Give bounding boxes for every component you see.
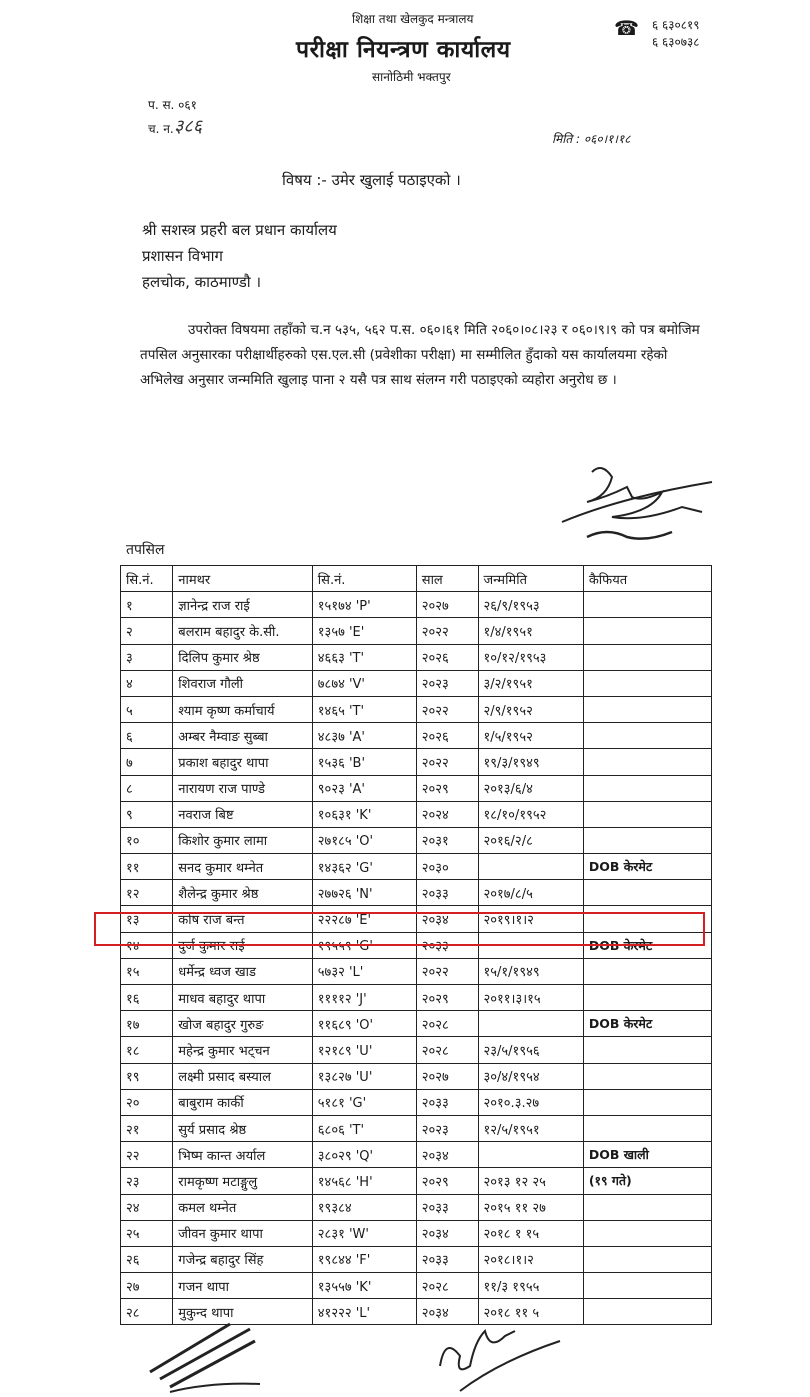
cell-serial: ४ bbox=[121, 670, 173, 696]
cell-symbol: १३५७ 'E' bbox=[312, 618, 416, 644]
table-row bbox=[121, 827, 712, 853]
addressee-line-3: हलचोक, काठमाण्डौ । bbox=[142, 273, 262, 291]
cell-remarks bbox=[583, 985, 711, 1011]
cell-dob: २०१०.३.२७ bbox=[478, 1089, 583, 1115]
patra-sankhya: प. स. ०६१ bbox=[148, 98, 197, 112]
col-header-year: साल bbox=[416, 566, 478, 592]
table-row bbox=[121, 775, 712, 801]
cell-remarks bbox=[583, 618, 711, 644]
cell-symbol: ५७३२ 'L' bbox=[312, 958, 416, 984]
col-header-dob: जन्ममिति bbox=[478, 566, 583, 592]
cell-dob: २०१६/२/८ bbox=[478, 827, 583, 853]
col-header-remarks: कैफियत bbox=[583, 566, 711, 592]
cell-serial: २ bbox=[121, 618, 173, 644]
cell-remarks bbox=[583, 1299, 711, 1325]
cell-symbol: ४१२२२ 'L' bbox=[312, 1299, 416, 1325]
cell-dob: २०१७/८/५ bbox=[478, 880, 583, 906]
table-row bbox=[121, 670, 712, 696]
table-title: तपसिल bbox=[126, 542, 165, 558]
cell-name: नारायण राज पाण्डे bbox=[173, 775, 313, 801]
cell-symbol: १५३६ 'B' bbox=[312, 749, 416, 775]
cell-year: २०२३ bbox=[416, 1115, 478, 1141]
cell-name: खोज बहादुर गुरुङ bbox=[173, 1011, 313, 1037]
cell-serial: २८ bbox=[121, 1299, 173, 1325]
cell-symbol: ४६६३ 'T' bbox=[312, 644, 416, 670]
signature-top bbox=[552, 452, 722, 552]
table-row bbox=[121, 1220, 712, 1246]
cell-name: गजन थापा bbox=[173, 1273, 313, 1299]
cell-name: दुर्ज कुमार राई bbox=[173, 932, 313, 958]
cell-serial: १ bbox=[121, 592, 173, 618]
table-row bbox=[121, 1037, 712, 1063]
cell-symbol: १४६५ 'T' bbox=[312, 696, 416, 722]
table-row bbox=[121, 958, 712, 984]
cell-year: २०२२ bbox=[416, 696, 478, 722]
cell-symbol: ४८३७ 'A' bbox=[312, 723, 416, 749]
cell-remarks bbox=[583, 749, 711, 775]
cell-year: २०२७ bbox=[416, 1063, 478, 1089]
table-row bbox=[121, 985, 712, 1011]
table-row bbox=[121, 592, 712, 618]
cell-dob: ३/२/१९५१ bbox=[478, 670, 583, 696]
cell-remarks bbox=[583, 592, 711, 618]
cell-remarks bbox=[583, 670, 711, 696]
cell-name: बाबुराम कार्की bbox=[173, 1089, 313, 1115]
highlight-box bbox=[94, 912, 705, 946]
cell-serial: १३ bbox=[121, 906, 173, 932]
cell-name: कमल थम्नेत bbox=[173, 1194, 313, 1220]
cell-remarks bbox=[583, 1246, 711, 1272]
cell-serial: २७ bbox=[121, 1273, 173, 1299]
table-row bbox=[121, 1063, 712, 1089]
cell-serial: २४ bbox=[121, 1194, 173, 1220]
cell-symbol: १४३६२ 'G' bbox=[312, 854, 416, 880]
cell-symbol: १३५५७ 'K' bbox=[312, 1273, 416, 1299]
cell-year: २०२८ bbox=[416, 1273, 478, 1299]
cell-year: २०२२ bbox=[416, 749, 478, 775]
cell-serial: १९ bbox=[121, 1063, 173, 1089]
cell-name: मुकुन्द थापा bbox=[173, 1299, 313, 1325]
cell-remarks bbox=[583, 1273, 711, 1299]
table-row bbox=[121, 854, 712, 880]
cell-symbol: १०६३१ 'K' bbox=[312, 801, 416, 827]
table-row bbox=[121, 696, 712, 722]
col-header-symbol: सि.नं. bbox=[312, 566, 416, 592]
cell-dob: २०१९।१।२ bbox=[478, 906, 583, 932]
cell-serial: ६ bbox=[121, 723, 173, 749]
cell-serial: २३ bbox=[121, 1168, 173, 1194]
cell-year: २०३४ bbox=[416, 1220, 478, 1246]
cell-remarks bbox=[583, 1115, 711, 1141]
cell-name: सनद कुमार थम्नेत bbox=[173, 854, 313, 880]
cell-year: २०२६ bbox=[416, 644, 478, 670]
cell-remarks bbox=[583, 696, 711, 722]
cell-name: शिवराज गौली bbox=[173, 670, 313, 696]
cell-symbol: २८३१ 'W' bbox=[312, 1220, 416, 1246]
cell-remarks bbox=[583, 801, 711, 827]
cell-dob: २०१३/६/४ bbox=[478, 775, 583, 801]
cell-year: २०२९ bbox=[416, 985, 478, 1011]
chalani-label: च. न. bbox=[148, 122, 174, 136]
cell-dob: १८/१०/१९५२ bbox=[478, 801, 583, 827]
cell-year: २०३१ bbox=[416, 827, 478, 853]
cell-year: २०३० bbox=[416, 854, 478, 880]
cell-year: २०३४ bbox=[416, 1142, 478, 1168]
cell-name: भिष्म कान्त अर्याल bbox=[173, 1142, 313, 1168]
col-header-serial: सि.नं. bbox=[121, 566, 173, 592]
cell-year: २०३३ bbox=[416, 1089, 478, 1115]
cell-dob: २/९/१९५२ bbox=[478, 696, 583, 722]
office-address: सानोठिमी भक्तपुर bbox=[372, 70, 451, 84]
signature-bottom-right bbox=[430, 1316, 570, 1396]
cell-year: २०३४ bbox=[416, 906, 478, 932]
cell-dob: २६/९/१९५३ bbox=[478, 592, 583, 618]
cell-remarks: DOB खाली bbox=[583, 1142, 711, 1168]
cell-dob: २३/५/१९५६ bbox=[478, 1037, 583, 1063]
cell-serial: ३ bbox=[121, 644, 173, 670]
col-header-name: नामथर bbox=[173, 566, 313, 592]
cell-dob: २०१३ १२ २५ bbox=[478, 1168, 583, 1194]
cell-symbol: ३८०२९ 'Q' bbox=[312, 1142, 416, 1168]
cell-dob: २०१८ ११ ५ bbox=[478, 1299, 583, 1325]
cell-symbol: ६८०६ 'T' bbox=[312, 1115, 416, 1141]
cell-remarks bbox=[583, 1194, 711, 1220]
cell-year: २०२९ bbox=[416, 775, 478, 801]
cell-remarks bbox=[583, 1037, 711, 1063]
cell-dob: १९/३/१९४९ bbox=[478, 749, 583, 775]
table-row bbox=[121, 1089, 712, 1115]
cell-remarks bbox=[583, 723, 711, 749]
cell-name: प्रकाश बहादुर थापा bbox=[173, 749, 313, 775]
chalani-number: ३८६ bbox=[174, 116, 203, 137]
cell-year: २०२२ bbox=[416, 618, 478, 644]
ministry-line: शिक्षा तथा खेलकुद मन्त्रालय bbox=[352, 12, 474, 26]
cell-dob: २०१८।१।२ bbox=[478, 1246, 583, 1272]
cell-remarks bbox=[583, 1220, 711, 1246]
cell-remarks bbox=[583, 644, 711, 670]
table-row bbox=[121, 644, 712, 670]
table-row bbox=[121, 749, 712, 775]
cell-remarks bbox=[583, 880, 711, 906]
cell-remarks bbox=[583, 827, 711, 853]
cell-serial: ११ bbox=[121, 854, 173, 880]
cell-year: २०२२ bbox=[416, 958, 478, 984]
addressee-line-2: प्रशासन विभाग bbox=[142, 247, 223, 265]
phone-number-2: ६ ६३०७३८ bbox=[652, 35, 700, 49]
cell-symbol: २७७२६ 'N' bbox=[312, 880, 416, 906]
cell-dob: २०१५ ११ २७ bbox=[478, 1194, 583, 1220]
letter-body: उपरोक्त विषयमा तहाँको च.न ५३५, ५६२ प.स. ०६०।६१ मिति २०६०।०८।२३ र ०६०।९।९ को पत्र बमोजिम तपसिल अनुसारका परीक्षार्थीहरुको एस.एल.सी (प्रवेशीका परीक्षा) मा सम्मीलित हुँदाको यस कार्यालयमा रहेको अभिलेख अनुसार जन्ममिति खुलाइ पाना २ यसै पत्र साथ संलग्न गरी पठाइएको व्यहोरा अनुरोध छ । bbox=[140, 322, 700, 388]
cell-symbol: ९०२३ 'A' bbox=[312, 775, 416, 801]
cell-serial: २६ bbox=[121, 1246, 173, 1272]
cell-serial: ५ bbox=[121, 696, 173, 722]
cell-symbol: १३८२७ 'U' bbox=[312, 1063, 416, 1089]
letter-date: मिति : ०६०।१।१८ bbox=[552, 132, 631, 146]
cell-year: २०२३ bbox=[416, 670, 478, 696]
cell-symbol: १२१८९ 'U' bbox=[312, 1037, 416, 1063]
cell-symbol: ५१८१ 'G' bbox=[312, 1089, 416, 1115]
cell-name: महेन्द्र कुमार भट्चन bbox=[173, 1037, 313, 1063]
cell-dob bbox=[478, 1011, 583, 1037]
cell-serial: १७ bbox=[121, 1011, 173, 1037]
telephone-icon: ☎ bbox=[614, 16, 639, 40]
table-row bbox=[121, 1246, 712, 1272]
cell-year: २०२६ bbox=[416, 723, 478, 749]
table-row bbox=[121, 1142, 712, 1168]
cell-name: दिलिप कुमार श्रेष्ठ bbox=[173, 644, 313, 670]
cell-year: २०३४ bbox=[416, 1299, 478, 1325]
cell-symbol: २२२८७ 'E' bbox=[312, 906, 416, 932]
table-row bbox=[121, 801, 712, 827]
cell-year: २०२८ bbox=[416, 1011, 478, 1037]
table-row bbox=[121, 880, 712, 906]
table-header-row bbox=[121, 566, 712, 592]
subject-line: विषय :- उमेर खुलाई पठाइएको । bbox=[282, 171, 461, 189]
cell-name: सुर्य प्रसाद श्रेष्ठ bbox=[173, 1115, 313, 1141]
cell-remarks bbox=[583, 775, 711, 801]
cell-name: माधव बहादुर थापा bbox=[173, 985, 313, 1011]
cell-year: २०२७ bbox=[416, 592, 478, 618]
cell-symbol: ११६८९ 'O' bbox=[312, 1011, 416, 1037]
cell-name: ज्ञानेन्द्र राज राई bbox=[173, 592, 313, 618]
cell-year: २०३३ bbox=[416, 880, 478, 906]
cell-remarks: DOB केरमेट bbox=[583, 1011, 711, 1037]
cell-name: शैलेन्द्र कुमार श्रेष्ठ bbox=[173, 880, 313, 906]
table-row bbox=[121, 1011, 712, 1037]
addressee-line-1: श्री सशस्त्र प्रहरी बल प्रधान कार्यालय bbox=[142, 221, 337, 239]
table-row bbox=[121, 618, 712, 644]
cell-dob: ११/३ १९५५ bbox=[478, 1273, 583, 1299]
cell-remarks: (१९ गते) bbox=[583, 1168, 711, 1194]
cell-serial: १८ bbox=[121, 1037, 173, 1063]
cell-dob: १/५/१९५२ bbox=[478, 723, 583, 749]
table-row bbox=[121, 1115, 712, 1141]
cell-remarks bbox=[583, 1089, 711, 1115]
cell-symbol: ७८७४ 'V' bbox=[312, 670, 416, 696]
cell-serial: २५ bbox=[121, 1220, 173, 1246]
cell-name: अम्बर नैम्वाङ सुब्बा bbox=[173, 723, 313, 749]
signature-bottom-left bbox=[140, 1312, 290, 1397]
table-row bbox=[121, 1194, 712, 1220]
cell-name: किशोर कुमार लामा bbox=[173, 827, 313, 853]
cell-serial: १५ bbox=[121, 958, 173, 984]
cell-symbol: १९८४४ 'F' bbox=[312, 1246, 416, 1272]
cell-serial: १६ bbox=[121, 985, 173, 1011]
table-row bbox=[121, 723, 712, 749]
cell-name: जीवन कुमार थापा bbox=[173, 1220, 313, 1246]
cell-symbol: १५१७४ 'P' bbox=[312, 592, 416, 618]
cell-name: लक्ष्मी प्रसाद बस्याल bbox=[173, 1063, 313, 1089]
cell-dob bbox=[478, 854, 583, 880]
cell-serial: १० bbox=[121, 827, 173, 853]
cell-serial: २१ bbox=[121, 1115, 173, 1141]
cell-remarks bbox=[583, 1063, 711, 1089]
cell-serial: १४ bbox=[121, 932, 173, 958]
cell-name: गजेन्द्र बहादुर सिंह bbox=[173, 1246, 313, 1272]
phone-number-1: ६ ६३०८१९ bbox=[652, 18, 700, 32]
cell-dob: १०/१२/१९५३ bbox=[478, 644, 583, 670]
cell-year: २०२९ bbox=[416, 1168, 478, 1194]
office-title: परीक्षा नियन्त्रण कार्यालय bbox=[296, 37, 511, 63]
cell-symbol: १९३८४ bbox=[312, 1194, 416, 1220]
cell-dob: २०१८ १ १५ bbox=[478, 1220, 583, 1246]
cell-year: २०२८ bbox=[416, 1037, 478, 1063]
cell-dob: १२/५/१९५१ bbox=[478, 1115, 583, 1141]
cell-serial: २२ bbox=[121, 1142, 173, 1168]
cell-dob: ३०/४/१९५४ bbox=[478, 1063, 583, 1089]
cell-name: कोष राज बन्त bbox=[173, 906, 313, 932]
table-row bbox=[121, 1273, 712, 1299]
cell-year: २०३३ bbox=[416, 1246, 478, 1272]
cell-remarks: DOB केरमेट bbox=[583, 854, 711, 880]
cell-serial: ८ bbox=[121, 775, 173, 801]
cell-symbol: ११११२ 'J' bbox=[312, 985, 416, 1011]
cell-dob: १/४/१९५१ bbox=[478, 618, 583, 644]
cell-serial: ७ bbox=[121, 749, 173, 775]
cell-remarks: DOB केरमेट bbox=[583, 932, 711, 958]
cell-name: रामकृष्ण मटाङ्गुलु bbox=[173, 1168, 313, 1194]
cell-serial: १२ bbox=[121, 880, 173, 906]
cell-symbol: २७१८५ 'O' bbox=[312, 827, 416, 853]
cell-symbol: १४५६८ 'H' bbox=[312, 1168, 416, 1194]
cell-name: नवराज बिष्ट bbox=[173, 801, 313, 827]
cell-dob bbox=[478, 1142, 583, 1168]
cell-remarks bbox=[583, 958, 711, 984]
cell-symbol: १९५५९ 'G' bbox=[312, 932, 416, 958]
cell-dob: २०११।३।१५ bbox=[478, 985, 583, 1011]
cell-name: बलराम बहादुर के.सी. bbox=[173, 618, 313, 644]
cell-serial: ९ bbox=[121, 801, 173, 827]
table-row bbox=[121, 1168, 712, 1194]
cell-name: श्याम कृष्ण कर्माचार्य bbox=[173, 696, 313, 722]
cell-year: २०३३ bbox=[416, 932, 478, 958]
cell-year: २०३३ bbox=[416, 1194, 478, 1220]
cell-name: धर्मेन्द्र ध्वज खाड bbox=[173, 958, 313, 984]
cell-serial: २० bbox=[121, 1089, 173, 1115]
cell-dob: १५/१/१९४९ bbox=[478, 958, 583, 984]
cell-year: २०२४ bbox=[416, 801, 478, 827]
